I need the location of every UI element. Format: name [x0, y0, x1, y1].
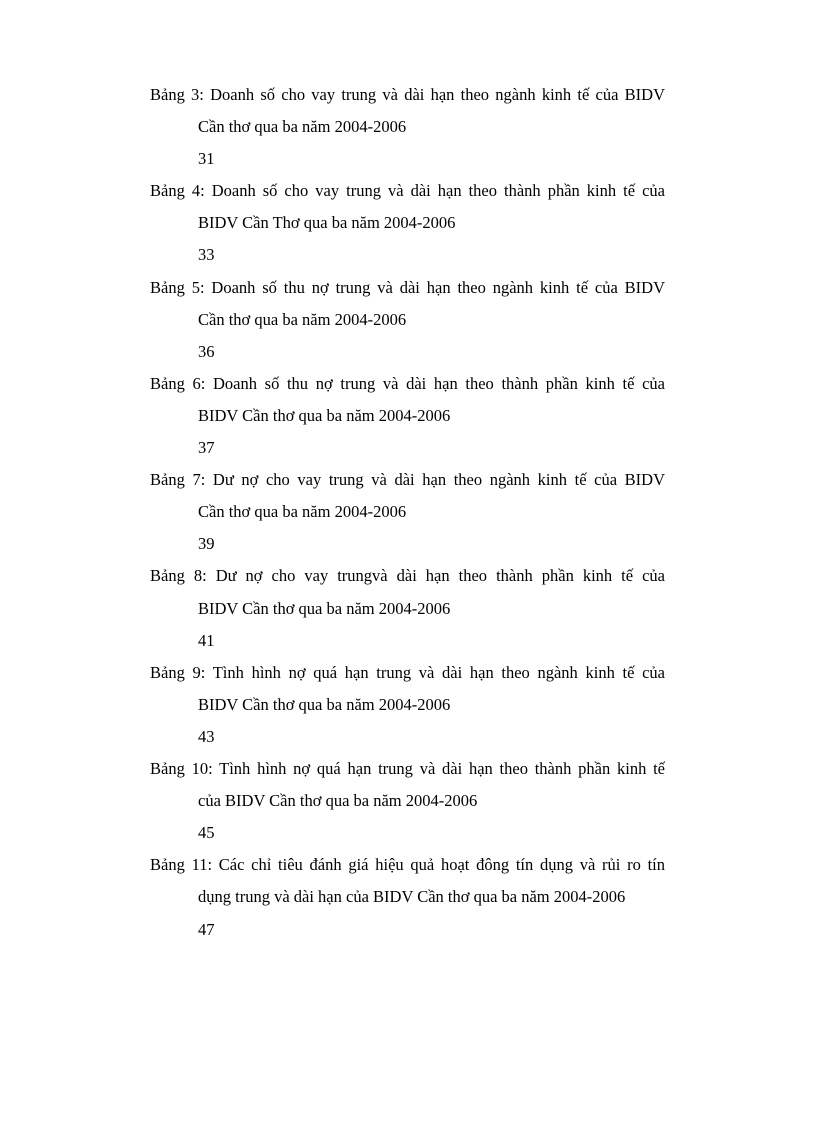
- entry-title-continued: dụng trung và dài hạn của BIDV Cần thơ qua ba năm 2004-2006: [198, 887, 626, 907]
- list-item: [150, 560, 665, 656]
- entry-title: Bảng 11: Các chỉ tiêu đánh giá hiệu quả hoạt đông tín dụng và rủi ro tín: [150, 855, 665, 875]
- entry-title-continued: Cần thơ qua ba năm 2004-2006: [198, 502, 407, 522]
- entry-page-number: 45: [198, 823, 215, 843]
- entry-title: Bảng 6: Doanh số thu nợ trung và dài hạn theo thành phần kinh tế của: [150, 373, 665, 393]
- list-item: [150, 657, 665, 753]
- entry-title-continued: của BIDV Cần thơ qua ba năm 2004-2006: [198, 791, 478, 811]
- list-item: [150, 464, 665, 560]
- list-item: [150, 79, 665, 175]
- entry-page-number: 41: [198, 630, 215, 650]
- entry-page-number: 36: [198, 341, 215, 361]
- entry-title-continued: Cần thơ qua ba năm 2004-2006: [198, 117, 407, 137]
- table-list: [150, 79, 665, 946]
- entry-title-continued: Cần thơ qua ba năm 2004-2006: [198, 309, 407, 329]
- list-item: [150, 368, 665, 464]
- entry-title-continued: BIDV Cần thơ qua ba năm 2004-2006: [198, 405, 451, 425]
- entry-title: Bảng 3: Doanh số cho vay trung và dài hạn theo ngành kinh tế của BIDV: [150, 85, 665, 104]
- entry-page-number: 43: [198, 726, 215, 746]
- entry-title: Bảng 8: Dư nợ cho vay trungvà dài hạn theo thành phần kinh tế của: [150, 566, 665, 586]
- entry-page-number: 39: [198, 534, 215, 554]
- entry-title-continued: BIDV Cần thơ qua ba năm 2004-2006: [198, 598, 451, 618]
- list-item: [150, 272, 665, 368]
- entry-title-continued: BIDV Cần thơ qua ba năm 2004-2006: [198, 694, 451, 714]
- entry-title: Bảng 10: Tình hình nợ quá hạn trung và dài hạn theo thành phần kinh tế: [150, 759, 665, 779]
- entry-title: Bảng 9: Tình hình nợ quá hạn trung và dài hạn theo ngành kinh tế của: [150, 662, 665, 682]
- entry-page-number: 47: [198, 919, 215, 939]
- entry-title: Bảng 7: Dư nợ cho vay trung và dài hạn theo ngành kinh tế của BIDV: [150, 470, 665, 490]
- entry-page-number: 31: [198, 149, 215, 169]
- list-item: [150, 753, 665, 849]
- entry-page-number: 33: [198, 245, 215, 265]
- list-item: [150, 175, 665, 271]
- list-item: [150, 849, 665, 945]
- entry-page-number: 37: [198, 438, 215, 458]
- entry-title: Bảng 4: Doanh số cho vay trung và dài hạn theo thành phần kinh tế của: [150, 181, 665, 201]
- entry-title: Bảng 5: Doanh số thu nợ trung và dài hạn theo ngành kinh tế của BIDV: [150, 277, 665, 297]
- entry-title-continued: BIDV Cần Thơ qua ba năm 2004-2006: [198, 213, 456, 233]
